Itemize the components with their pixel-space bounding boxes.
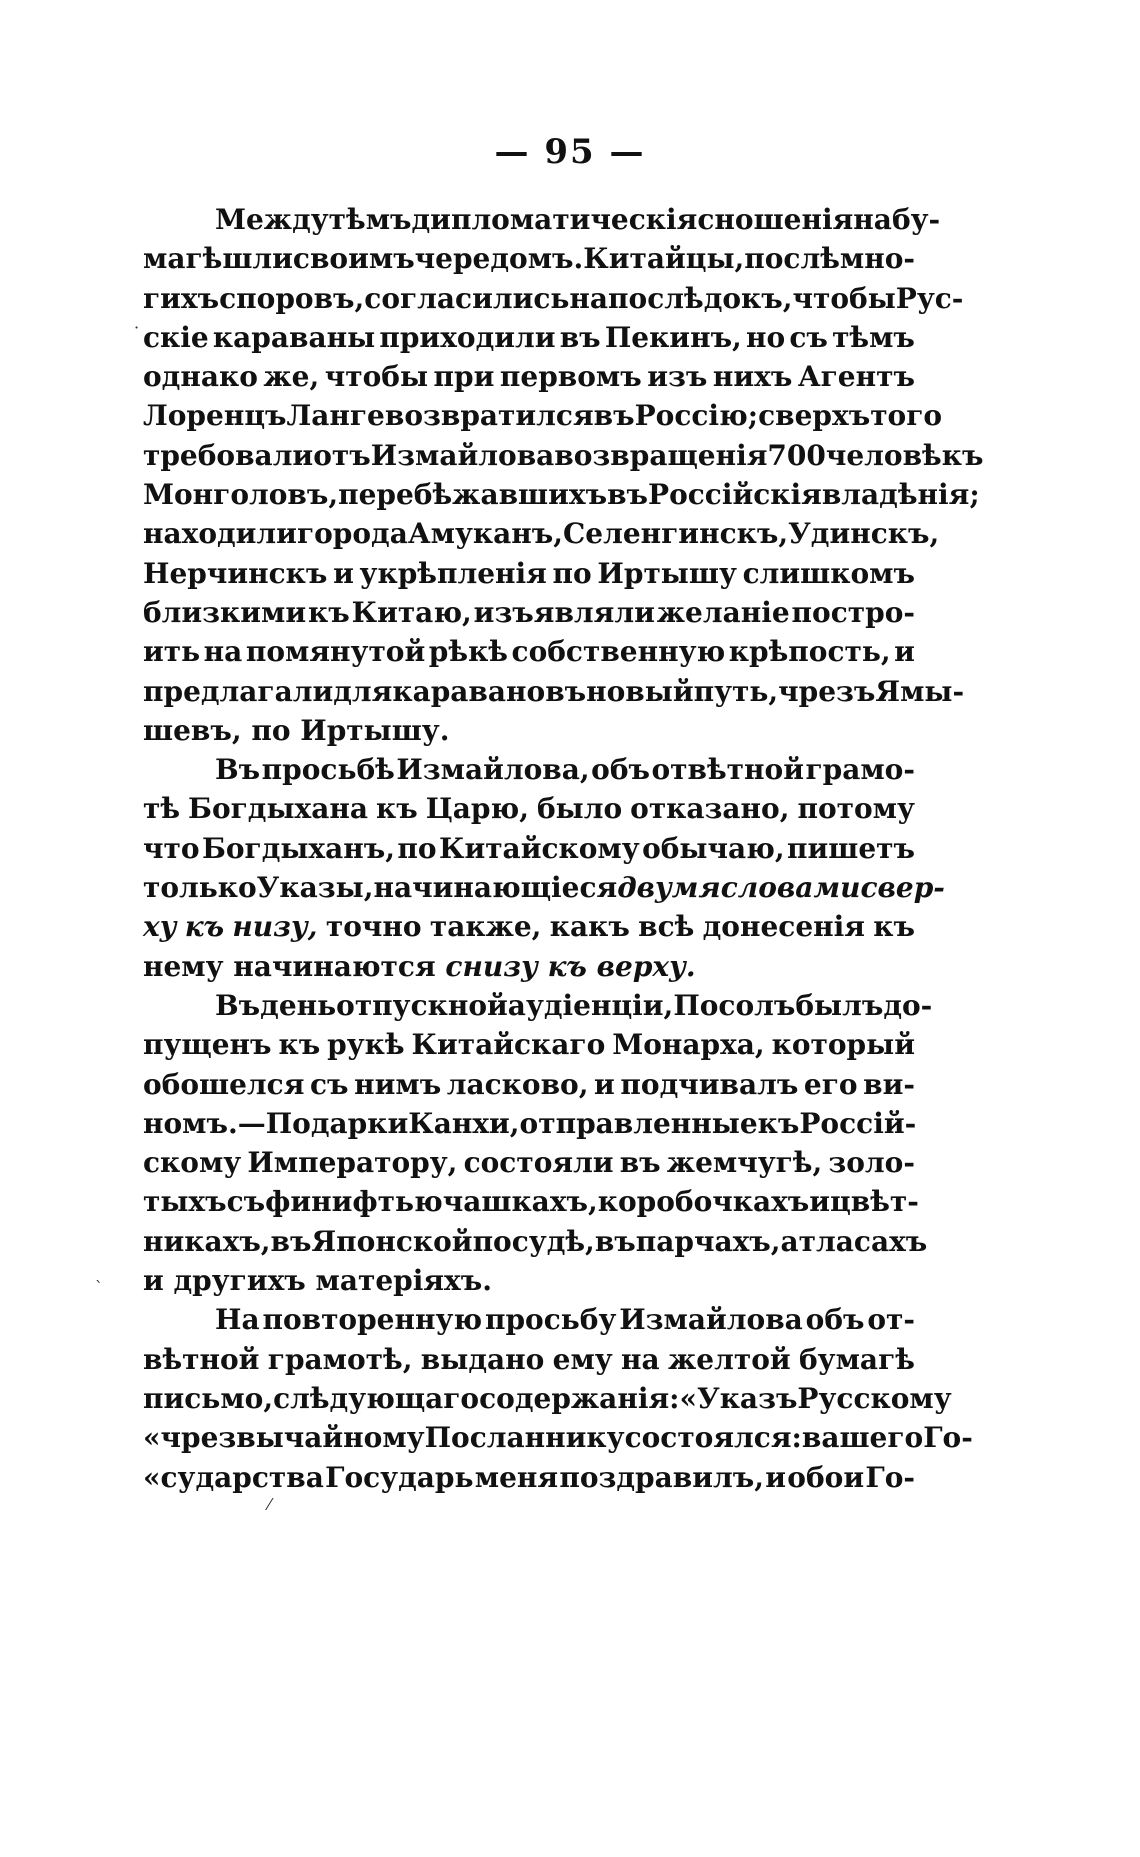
text-word: съ bbox=[226, 1185, 266, 1219]
text-word: каравановъ bbox=[392, 674, 587, 708]
text-word: путь, bbox=[693, 674, 779, 708]
text-word: владѣнія; bbox=[821, 478, 980, 512]
text-word: помянутой bbox=[245, 635, 426, 669]
text-word: ласково, bbox=[446, 1067, 589, 1101]
text-word: своимъ bbox=[292, 242, 415, 276]
text-word: споровъ, bbox=[219, 281, 365, 315]
text-word: донесенія bbox=[702, 910, 865, 944]
text-word: поздравилъ, bbox=[559, 1460, 764, 1494]
text-word: ить bbox=[143, 635, 201, 669]
text-word: повторенную bbox=[262, 1303, 483, 1337]
text-word: города bbox=[296, 517, 408, 551]
text-line bbox=[143, 947, 915, 986]
text-line bbox=[143, 672, 965, 711]
text-word: караваны bbox=[212, 320, 376, 354]
text-word: крѣпость, bbox=[728, 635, 891, 669]
text-word: къ bbox=[376, 792, 418, 826]
text-word: было bbox=[536, 792, 623, 826]
text-word: но bbox=[745, 320, 786, 354]
text-word: Измайлова bbox=[619, 1303, 803, 1337]
text-word: въ bbox=[594, 1224, 636, 1258]
text-word: отказано, bbox=[630, 792, 790, 826]
text-word: Агентъ bbox=[797, 360, 915, 394]
text-word: собственную bbox=[511, 635, 726, 669]
text-word: Императору, bbox=[247, 1146, 458, 1180]
text-word: просьбу bbox=[484, 1303, 617, 1337]
text-line bbox=[143, 1182, 919, 1221]
text-word: отвѣтной bbox=[651, 753, 804, 787]
text-word: Государь bbox=[325, 1460, 474, 1494]
text-word: новый bbox=[586, 674, 694, 708]
text-word: для bbox=[333, 674, 393, 708]
text-word: желаніе bbox=[656, 595, 790, 629]
text-run: шевъ, по Иртышу. bbox=[143, 713, 450, 747]
text-word: и bbox=[594, 1067, 615, 1101]
text-word: однако bbox=[143, 360, 258, 394]
text-word: изъ bbox=[647, 360, 708, 394]
text-word: вашего bbox=[801, 1421, 924, 1455]
text-word: на bbox=[853, 203, 892, 236]
text-word: Измайлова, bbox=[396, 753, 590, 787]
text-word: магѣ bbox=[143, 242, 223, 276]
text-word: Японской bbox=[311, 1224, 473, 1258]
text-word: Посолъ bbox=[673, 988, 796, 1022]
text-word: Царю, bbox=[425, 792, 529, 826]
text-word: отправленные bbox=[519, 1106, 758, 1140]
body-text bbox=[143, 200, 984, 1497]
text-line bbox=[143, 436, 984, 475]
text-word: Богдыхана bbox=[188, 792, 369, 826]
text-word: мно- bbox=[839, 242, 916, 276]
text-word: Пекинъ, bbox=[604, 320, 742, 354]
text-word: посудѣ, bbox=[472, 1224, 595, 1258]
text-word: гихъ bbox=[143, 281, 220, 315]
text-word: свер- bbox=[860, 871, 945, 905]
text-word: всѣ bbox=[638, 910, 695, 944]
text-line bbox=[143, 1025, 915, 1064]
text-word: атласахъ bbox=[780, 1224, 928, 1258]
text-word: финифтью bbox=[265, 1185, 443, 1219]
text-word: дипломатическія bbox=[411, 203, 698, 236]
text-word: какъ bbox=[549, 910, 630, 944]
text-word: ху bbox=[143, 910, 177, 944]
text-word: состояли bbox=[463, 1146, 614, 1180]
text-word: Въ bbox=[215, 753, 261, 787]
text-word: Го- bbox=[923, 1421, 973, 1455]
text-word: чтобы bbox=[792, 281, 896, 315]
text-word: грамо- bbox=[805, 753, 915, 787]
text-word: пущенъ bbox=[143, 1028, 272, 1062]
text-word: Иртышу bbox=[597, 556, 737, 590]
text-line bbox=[143, 318, 915, 357]
text-word: никахъ, bbox=[143, 1224, 271, 1258]
text-run: снизу къ верху. bbox=[445, 949, 696, 983]
text-word: обошелся bbox=[143, 1067, 305, 1101]
text-word: содержанія: bbox=[479, 1381, 680, 1415]
text-word: и bbox=[765, 1460, 787, 1494]
text-line bbox=[143, 475, 980, 514]
text-word: выдано bbox=[420, 1342, 545, 1376]
text-word: до- bbox=[883, 988, 933, 1022]
text-word: же, bbox=[263, 360, 320, 394]
text-word: Китаю, bbox=[351, 595, 472, 629]
text-word: съ bbox=[310, 1067, 349, 1101]
text-word: Удинскъ, bbox=[788, 517, 940, 551]
text-run: и другихъ матеріяхъ. bbox=[143, 1264, 492, 1298]
text-word: въ bbox=[607, 478, 649, 512]
text-word: письмо, bbox=[143, 1381, 274, 1415]
text-word: двумя bbox=[617, 871, 721, 905]
text-word: Указы, bbox=[256, 871, 374, 905]
text-line bbox=[143, 1104, 915, 1143]
text-word: подчивалъ bbox=[620, 1067, 799, 1101]
text-word: Богдыханъ, bbox=[201, 831, 395, 865]
text-word: жемчугѣ, bbox=[666, 1146, 823, 1180]
text-word: и bbox=[894, 635, 915, 669]
text-word: въ bbox=[593, 399, 635, 433]
text-word: рѣкѣ bbox=[428, 635, 508, 669]
text-word: объ bbox=[805, 1303, 865, 1337]
text-word: согласились bbox=[364, 281, 570, 315]
text-word: изъявляли bbox=[473, 595, 655, 629]
text-word: Рус- bbox=[895, 281, 964, 315]
text-word: Посланнику bbox=[424, 1421, 625, 1455]
text-word: бумагѣ bbox=[799, 1342, 915, 1376]
text-word: въ bbox=[270, 1224, 312, 1258]
text-word: потому bbox=[797, 792, 915, 826]
text-word: также, bbox=[429, 910, 542, 944]
text-line bbox=[143, 1379, 952, 1418]
text-word: отпускной bbox=[336, 988, 508, 1022]
text-word: послѣ bbox=[744, 242, 840, 276]
text-line bbox=[143, 1222, 928, 1261]
text-word: въ bbox=[559, 320, 601, 354]
text-word: бу- bbox=[891, 203, 941, 236]
text-word: чашкахъ, bbox=[442, 1185, 598, 1219]
text-word: обычаю, bbox=[642, 831, 785, 865]
text-word: начинающіеся bbox=[373, 871, 618, 905]
text-line bbox=[143, 711, 915, 750]
text-line bbox=[143, 396, 943, 435]
text-word: къ bbox=[308, 595, 350, 629]
text-word: по bbox=[397, 831, 437, 865]
text-word: Подарки bbox=[265, 1106, 409, 1140]
text-word: пишетъ bbox=[787, 831, 915, 865]
text-line bbox=[143, 632, 915, 671]
text-line bbox=[143, 1458, 915, 1497]
text-word: приходили bbox=[379, 320, 556, 354]
text-word: обои bbox=[787, 1460, 865, 1494]
text-word: грамотѣ, bbox=[267, 1342, 413, 1376]
text-word: аудіенціи, bbox=[507, 988, 674, 1022]
text-word: который bbox=[771, 1028, 915, 1062]
text-word: возвращенія bbox=[554, 438, 768, 472]
page-number: — 95 — bbox=[494, 132, 646, 172]
text-word: къ bbox=[184, 910, 225, 944]
text-word: «Указъ bbox=[679, 1381, 798, 1415]
text-word: Амуканъ, bbox=[407, 517, 563, 551]
text-word: постро- bbox=[791, 595, 915, 629]
text-word: меня bbox=[474, 1460, 559, 1494]
text-word: къ bbox=[757, 1106, 800, 1140]
text-word: «чрезвычайному bbox=[143, 1421, 425, 1455]
text-word: ви- bbox=[863, 1067, 915, 1101]
text-line bbox=[143, 514, 940, 553]
text-word: Китайскаго bbox=[411, 1028, 606, 1062]
text-line bbox=[143, 1065, 915, 1104]
text-line bbox=[143, 357, 915, 396]
text-word: находили bbox=[143, 517, 297, 551]
text-word: объ bbox=[591, 753, 650, 787]
text-word: напослѣдокъ, bbox=[569, 281, 793, 315]
text-word: рукѣ bbox=[327, 1028, 405, 1062]
text-run: нему начинаются bbox=[143, 949, 446, 983]
text-word: состоялся: bbox=[624, 1421, 802, 1455]
text-word: номъ. bbox=[143, 1106, 238, 1140]
text-word: Россій- bbox=[799, 1106, 917, 1140]
text-word: возвратился bbox=[384, 399, 594, 433]
ink-speck: ⁄ bbox=[268, 1495, 271, 1514]
text-word: «сударства bbox=[143, 1460, 324, 1494]
text-word: парчахъ, bbox=[635, 1224, 781, 1258]
text-line bbox=[143, 239, 915, 278]
text-word: нихъ bbox=[712, 360, 793, 394]
text-word: Россію; bbox=[634, 399, 759, 433]
text-word: 700 bbox=[767, 438, 826, 472]
text-line bbox=[143, 554, 915, 593]
text-word: чтобы bbox=[324, 360, 429, 394]
text-word: нимъ bbox=[354, 1067, 442, 1101]
text-word: слишкомъ bbox=[742, 556, 915, 590]
text-word: скому bbox=[143, 1146, 242, 1180]
text-word: Китайцы, bbox=[583, 242, 745, 276]
text-word: перебѣжавшихъ bbox=[338, 478, 608, 512]
text-word: Русскому bbox=[797, 1381, 952, 1415]
text-word: вѣтной bbox=[143, 1342, 260, 1376]
text-word: Нерчинскъ bbox=[143, 556, 328, 590]
text-line bbox=[143, 279, 964, 318]
text-word: близкими bbox=[143, 595, 307, 629]
text-line bbox=[143, 593, 915, 632]
text-word: въ bbox=[619, 1146, 661, 1180]
text-word: тѣмъ bbox=[832, 320, 915, 354]
text-word: Въ bbox=[215, 988, 261, 1022]
text-word: укрѣпленія bbox=[359, 556, 547, 590]
text-word: низу, bbox=[232, 910, 318, 944]
text-word: по bbox=[552, 556, 592, 590]
text-line bbox=[143, 789, 915, 828]
text-word: тыхъ bbox=[143, 1185, 227, 1219]
text-word: скіе bbox=[143, 320, 209, 354]
text-word: Монголовъ, bbox=[143, 478, 339, 512]
text-word: и bbox=[809, 1185, 831, 1219]
text-word: Селенгинскъ, bbox=[563, 517, 789, 551]
text-word: точно bbox=[325, 910, 422, 944]
text-line bbox=[143, 1300, 915, 1339]
text-word: Лоренцъ bbox=[143, 399, 287, 433]
text-word: от- bbox=[867, 1303, 915, 1337]
text-word: на bbox=[203, 635, 243, 669]
text-word: что bbox=[143, 831, 200, 865]
text-word: золо- bbox=[828, 1146, 915, 1180]
text-word: того bbox=[870, 399, 943, 433]
text-word: сношенія bbox=[697, 203, 854, 236]
text-word: — bbox=[237, 1106, 266, 1140]
text-word: къ bbox=[278, 1028, 321, 1062]
text-word: предлагали bbox=[143, 674, 334, 708]
text-word: и bbox=[333, 556, 354, 590]
text-word: только bbox=[143, 871, 257, 905]
text-line bbox=[143, 829, 915, 868]
text-word: тѣ bbox=[143, 792, 181, 826]
text-line bbox=[143, 907, 915, 946]
text-word: словами bbox=[720, 871, 861, 905]
text-word: желтой bbox=[668, 1342, 791, 1376]
text-word: Измайлова bbox=[370, 438, 555, 472]
text-word: человѣкъ bbox=[825, 438, 984, 472]
text-word: цвѣт- bbox=[830, 1185, 919, 1219]
ink-speck: ˋ bbox=[95, 1278, 103, 1297]
text-word: сверхъ bbox=[758, 399, 871, 433]
text-line bbox=[143, 1143, 915, 1182]
text-word: былъ bbox=[795, 988, 884, 1022]
text-line bbox=[143, 1261, 915, 1300]
text-word: съ bbox=[789, 320, 828, 354]
text-word: ему bbox=[552, 1342, 613, 1376]
text-word: Китайскому bbox=[438, 831, 640, 865]
text-word: просьбѣ bbox=[261, 753, 395, 787]
text-line bbox=[143, 868, 945, 907]
text-word: день bbox=[260, 988, 337, 1022]
text-word: чрезъ bbox=[778, 674, 876, 708]
text-word: первомъ bbox=[499, 360, 642, 394]
text-word: Го- bbox=[865, 1460, 915, 1494]
text-word: коробочкахъ bbox=[597, 1185, 810, 1219]
text-word: Канхи, bbox=[408, 1106, 520, 1140]
text-word: Ямы- bbox=[875, 674, 965, 708]
text-word: его bbox=[803, 1067, 858, 1101]
text-word: На bbox=[215, 1303, 260, 1337]
text-word: отъ bbox=[313, 438, 371, 472]
text-word: Между bbox=[215, 203, 329, 236]
text-word: тѣмъ bbox=[328, 203, 412, 236]
text-word: шли bbox=[222, 242, 293, 276]
text-line bbox=[143, 1340, 915, 1379]
text-word: къ bbox=[873, 910, 915, 944]
text-word: Монарха, bbox=[612, 1028, 765, 1062]
text-word: Россійскія bbox=[648, 478, 822, 512]
text-word: Ланге bbox=[286, 399, 385, 433]
text-word: требовали bbox=[143, 438, 314, 472]
ink-speck: · bbox=[134, 318, 140, 337]
text-word: при bbox=[433, 360, 495, 394]
text-line bbox=[143, 1418, 973, 1457]
text-line bbox=[143, 200, 941, 239]
text-word: слѣдующаго bbox=[273, 1381, 480, 1415]
text-line bbox=[143, 986, 933, 1025]
text-word: на bbox=[621, 1342, 660, 1376]
text-line bbox=[143, 750, 915, 789]
text-word: чередомъ. bbox=[414, 242, 584, 276]
